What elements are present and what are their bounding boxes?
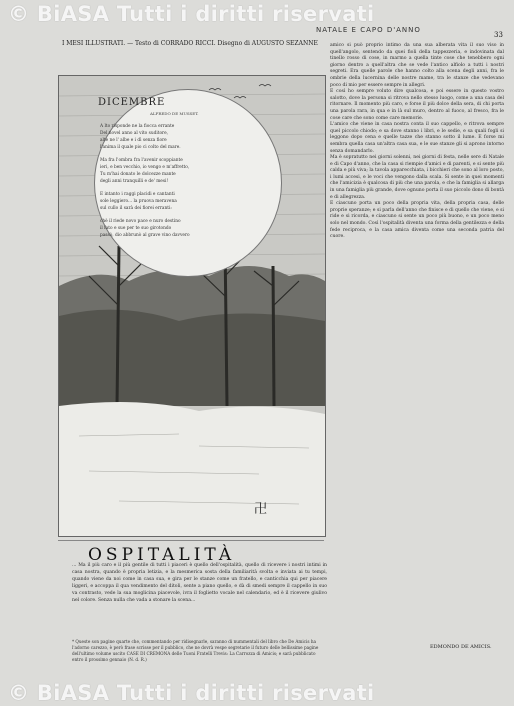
paragraph: E così ho sempre voluto dire qualcosa, e poi essere in questo vostro salotto, dove la persona si ritrova nello stesso luogo, come a una casa del ritornare. Il momento più caro, e forse il più dolce della sera, di chi porta una parola rara, in qua e in là sul muro, dentro al fuoco, al fresco, fra le cose care che sono come care memorie. (330, 89, 504, 121)
paragraph: Ma è sopratutto nei giorni solenni, nei giorni di festa, nelle sere di Natale e di Capo d'anno, che la casa si riempie d'amici e di parenti, e si sente più calda e più viva; la tavola apparecchiata, i bicchieri che sono al loro posto, i lumi accesi, e le voci che vengono dalla scala. Si sente in quei momenti che l'amicizia è qualcosa di più che una parola, e che la famiglia si allarga in una famiglia più grande, dove ognuno porta il suo piccolo dono di bontà e di allegrezza. (330, 155, 504, 200)
author-signature: EDMONDO DE AMICIS. (430, 644, 492, 650)
article-body: ... Ma il più caro e il più gentile di tutti i piaceri è quello dell'ospitalità, quello di ricevere i nostri intimi in casa nostra, quando è propria letizia, e la mesmerica sosta della familiarità svolta e inviata ai tu tempi, quando viene da noi come in casa sua, e gira per le stanze come un fratello, e canticchia qui per piacere liggeri, e accoppa il qua vendimento del ditoli, sente a piano quello, e dà di smedi sempre il cappello in suo va contrasto, vede la sua moglicina piacevole, ivra il foglietto vocale nel calendario, ed è il ricevere giulivo nel colore. Senza nulla che vada a stonare la scena... (72, 563, 327, 603)
poem-author: ALFREDO DE MUSSET. (150, 111, 199, 116)
paragraph: amico si può proprio intimo da una sua alberata vita il suo viso in quell'angolo, sentendo da quei fioli della tappezzeria, e indovinata dal tinello rosso di cose, in marmo a quella tinte cose che tenebbero ogni giorno dentro a quell'altra che se vede l'antico alfiolo a tutti i nostri segreti. Era quelle parole che hanno colto alla scena degli anni, fra le ombrie della lucernina delle nostre mame, tra le stanze che vedevano poco di mio per essere sempre in allegri. (330, 43, 504, 88)
right-column-text (330, 43, 504, 241)
poem-line: Ma fra l'ombra fra l'avenir scoppiante (100, 158, 183, 163)
poem-line: ieri, e ben vecchio, io vengo e m'affretto, (100, 165, 190, 170)
divider (58, 540, 324, 541)
paragraph: L'amico che viene in casa nostra conta il suo cappello, e ritrova sempre quel piccolo chiodo; e sa dove stanno i libri, e le sedie, e sa quali fogli si leggono dopo cena e quelle tazze che stanno sotto il lume. E forse mi sembra quella casa un'altra casa sua, e le sue stanze gli si aprono intorno senza domandarlo. (330, 122, 504, 154)
poem-line: sul cullo il sarà dei fiorei erranti: (100, 206, 172, 211)
poem-line: E intanto i raggi placidi e cantanti (100, 192, 175, 197)
paragraph: E ciascuno porta un poco della propria vita, della propria casa, delle proprie speranze; e si parla dell'anno che finisce e di quello che viene, e si ride e si ricorda, e ciascuno si sente un poco più buono, e un poco meno solo nel mondo. Così l'ospitalità diventa una forma della gentilezza e della fede reciproca, e la casa amica diventa come una seconda patria del cuore. (330, 201, 504, 240)
footnote: * Queste son pagine quarte che, commentando per ridisegnarle, saranno di nummentali del libro che De Amicis ha l'adorno carezzo, è però frase scrisse per il pubblico, che ne dovrà vespe segretarie il futuro delle bellissime pagine dell'ultimo volume uscito CASE DI CREMONA delle Tuoni Fratelli Trevis: La Carrozza di Amicis; e sarà pubblicato entro il prossimo gennaio (N. d. R.) (72, 639, 319, 662)
page-number: 33 (494, 31, 503, 39)
poem-line: A lto risponde ne la fiocca errante (100, 124, 175, 129)
poem-line: alte ne l' albe e i dì senza fiore (100, 138, 167, 143)
article-title: OSPITALITÀ (88, 545, 236, 565)
watermark-top: © BiASA Tutti i diritti riservati (8, 2, 375, 26)
poem-line: il fato e sue per te suo girotondo (100, 226, 172, 231)
winter-illustration (58, 75, 326, 537)
running-header: NATALE E CAPO D'ANNO (316, 26, 421, 34)
poem-line: degli anni tranquilli e de' mesi! (100, 179, 169, 184)
poem-title: DICEMBRE (98, 97, 166, 108)
illustration-credits: I MESI ILLUSTRATI. — Testo di CORRADO RICCI. Disegno di AUGUSTO SEZANNE (62, 40, 318, 47)
poem-line: l'anima il quale pio ci colto del mare. (100, 145, 181, 150)
monogram-ornament: 卍 (254, 502, 268, 517)
poem-line: chè il riede novo pace e nuro destino (100, 219, 181, 224)
poem-line: passò, dio abbrunò al grave vino davvero (100, 233, 190, 238)
poem-line: Tu m'hai donato le dolcezze mante (100, 172, 176, 177)
poem-line: Del novel anno al vito suditore, (100, 131, 168, 136)
watermark-bottom: © BiASA Tutti i diritti riservati (8, 681, 375, 705)
poem-line: sole leggiero... la pruova meravena (100, 199, 177, 204)
